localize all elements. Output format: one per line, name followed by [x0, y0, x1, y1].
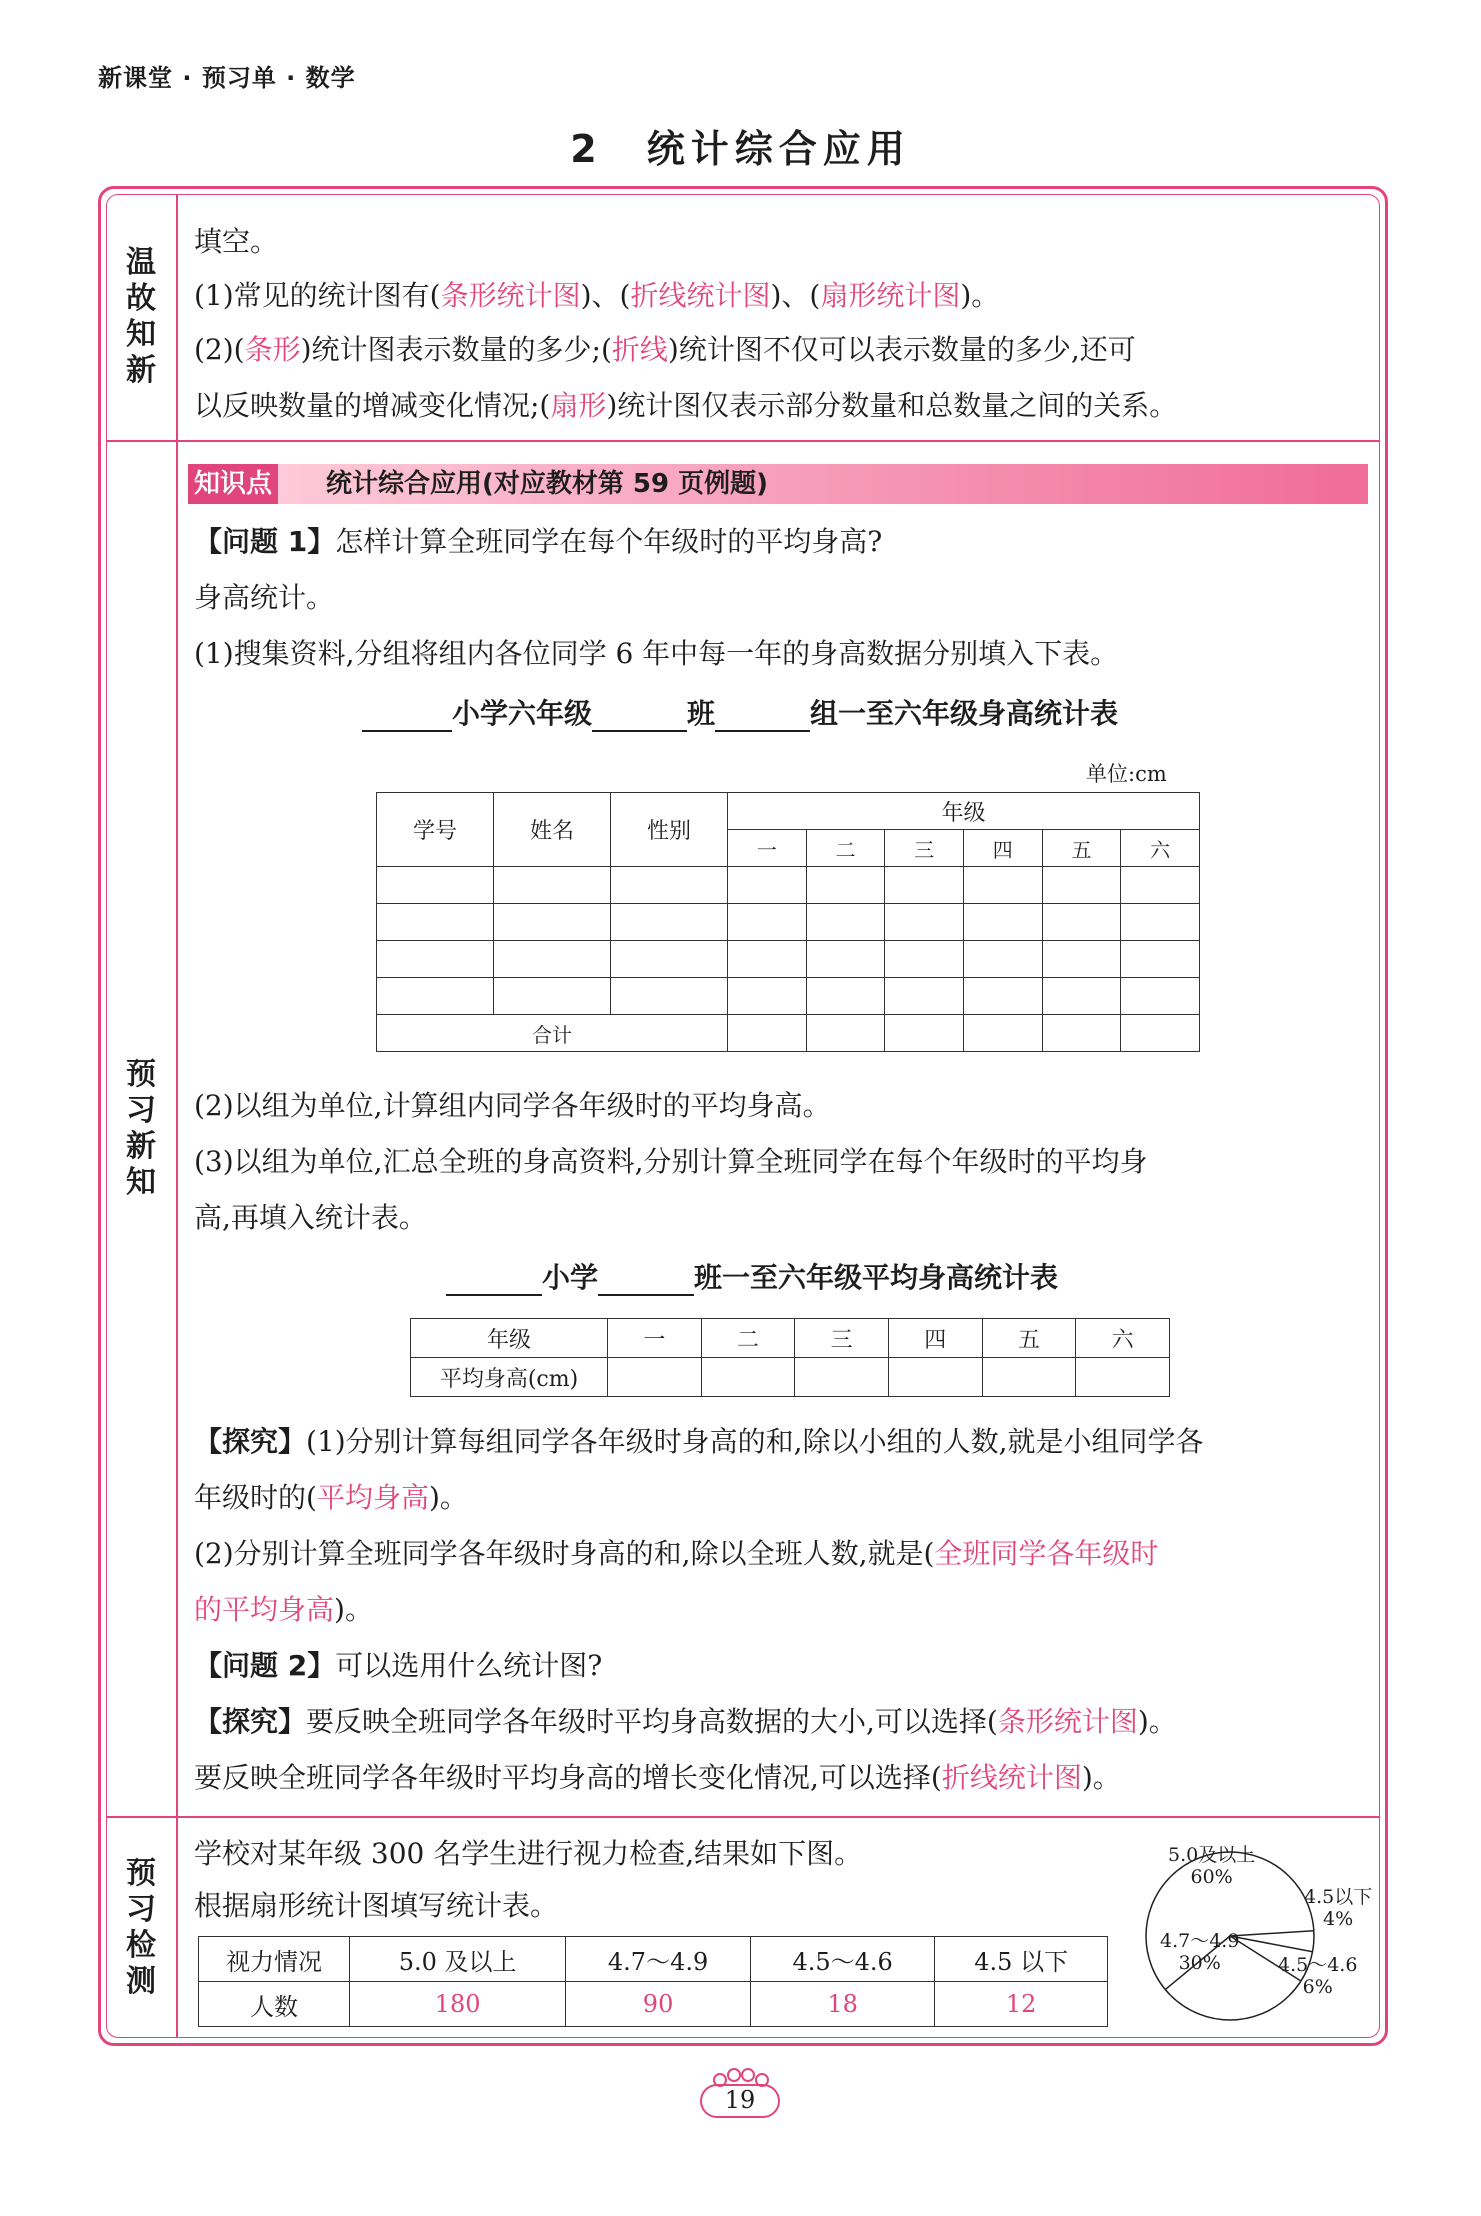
header-cell: 4.5 以下	[935, 1937, 1108, 1982]
table2-caption: 小学 班一至六年级平均身高统计表	[446, 1256, 1058, 1296]
grade-header: 五	[1042, 830, 1121, 867]
problem1-step2: (2)以组为单位,计算组内同学各年级时的平均身高。	[194, 1089, 831, 1122]
grade-header: 三	[885, 830, 964, 867]
table-row	[377, 867, 1200, 904]
table-row	[377, 978, 1200, 1015]
pie-slice-boundary	[1230, 1931, 1314, 1936]
row-header: 平均身高(cm)	[411, 1358, 608, 1397]
pie-label-below-4.5: 4.5以下 4%	[1304, 1886, 1373, 1930]
problem1-step3-line2: 高,再填入统计表。	[194, 1201, 427, 1234]
answer: 条形统计图	[440, 279, 581, 312]
table1-unit: 单位:cm	[1086, 762, 1167, 786]
header-cell: 5.0 及以上	[350, 1937, 566, 1982]
section-review-label: 温故知新	[126, 245, 156, 388]
check-line2: 根据扇形统计图填写统计表。	[194, 1889, 559, 1922]
answer: 条形	[244, 333, 301, 366]
page-title: 2 统计综合应用	[570, 127, 911, 171]
section-preview	[106, 442, 176, 1816]
answer: 全班同学各年级时	[934, 1537, 1159, 1570]
review-q2-line1: (2)(条形)统计图表示数量的多少;(折线)统计图不仅可以表示数量的多少,还可	[194, 333, 1136, 366]
header-cell: 4.5～4.6	[750, 1937, 935, 1982]
knowledge-title: 统计综合应用(对应教材第 59 页例题)	[326, 469, 769, 499]
section-divider-1	[106, 440, 1380, 442]
grade-header: 六	[1121, 830, 1200, 867]
explore2-line1: (2)分别计算全班同学各年级时身高的和,除以全班人数,就是(全班同学各年级时	[194, 1537, 1159, 1570]
pie-label-4.5-4.6: 4.5～4.6 6%	[1278, 1954, 1358, 1998]
explore1-line2: 年级时的(平均身高)。	[194, 1481, 468, 1514]
review-intro: 填空。	[194, 225, 279, 258]
header-cell: 4.7～4.9	[566, 1937, 751, 1982]
value-cell: 90	[566, 1982, 751, 2027]
row-header: 年级	[411, 1319, 608, 1358]
grade-header: 六	[1076, 1319, 1170, 1358]
height-table	[376, 792, 1200, 1052]
problem1-subtitle: 身高统计。	[194, 581, 335, 614]
review-q1: (1)常见的统计图有(条形统计图)、(折线统计图)、(扇形统计图)。	[194, 279, 1000, 312]
average-height-table	[410, 1318, 1170, 1397]
header-name: 姓名	[494, 793, 611, 867]
problem2-explore-line2: 要反映全班同学各年级时平均身高的增长变化情况,可以选择(折线统计图)。	[194, 1761, 1121, 1794]
answer: 条形统计图	[997, 1705, 1138, 1738]
section-preview-label: 预习新知	[126, 1057, 156, 1200]
row-label: 人数	[199, 1982, 350, 2027]
side-divider	[176, 194, 178, 2038]
series-header: 新课堂 · 预习单 · 数学	[98, 64, 356, 92]
value-cell: 18	[750, 1982, 935, 2027]
grade-header: 二	[701, 1319, 795, 1358]
answer: 扇形统计图	[820, 279, 961, 312]
answer: 折线统计图	[630, 279, 771, 312]
pie-label-5.0: 5.0及以上 60%	[1168, 1844, 1256, 1888]
grade-header: 二	[806, 830, 885, 867]
section-divider-2	[106, 1816, 1380, 1818]
answer: 的平均身高	[194, 1593, 335, 1626]
grade-header: 四	[963, 830, 1042, 867]
problem1-question: 【问题 1】怎样计算全班同学在每个年级时的平均身高?	[194, 525, 883, 558]
problem1-step3-line1: (3)以组为单位,汇总全班的身高资料,分别计算全班同学在每个年级时的平均身	[194, 1145, 1148, 1178]
explore2-line2: 的平均身高)。	[194, 1593, 373, 1626]
header-gender: 性别	[611, 793, 728, 867]
review-q2-line2: 以反映数量的增减变化情况;(扇形)统计图仅表示部分数量和总数量之间的关系。	[194, 389, 1178, 422]
answer: 扇形	[550, 389, 607, 422]
table1-caption: 小学六年级 班 组一至六年级身高统计表	[362, 692, 1118, 732]
vision-table	[198, 1936, 1108, 2027]
section-review	[106, 194, 176, 440]
pie-label-4.7: 4.7～4.9 30%	[1160, 1930, 1240, 1974]
answer: 折线	[611, 333, 668, 366]
value-cell: 12	[935, 1982, 1108, 2027]
grade-header: 三	[795, 1319, 889, 1358]
grade-header: 五	[982, 1319, 1076, 1358]
section-check	[106, 1818, 176, 2038]
knowledge-tag: 知识点	[188, 464, 278, 504]
grade-header: 一	[728, 830, 807, 867]
header-grade: 年级	[728, 793, 1200, 830]
grade-header: 四	[888, 1319, 982, 1358]
value-cell: 180	[350, 1982, 566, 2027]
table-row	[377, 941, 1200, 978]
header-id: 学号	[377, 793, 494, 867]
table-row	[377, 904, 1200, 941]
explore1-line1: 【探究】(1)分别计算每组同学各年级时身高的和,除以小组的人数,就是小组同学各	[194, 1425, 1204, 1458]
total-label: 合计	[377, 1015, 728, 1052]
check-line1: 学校对某年级 300 名学生进行视力检查,结果如下图。	[194, 1837, 863, 1870]
header-cell: 视力情况	[199, 1937, 350, 1982]
section-check-label: 预习检测	[126, 1856, 156, 1999]
problem2-question: 【问题 2】可以选用什么统计图?	[194, 1649, 603, 1682]
problem2-explore-line1: 【探究】要反映全班同学各年级时平均身高数据的大小,可以选择(条形统计图)。	[194, 1705, 1177, 1738]
grade-header: 一	[608, 1319, 702, 1358]
answer: 折线统计图	[941, 1761, 1082, 1794]
page-number: 19	[724, 2086, 756, 2114]
answer: 平均身高	[316, 1481, 429, 1514]
problem1-step1: (1)搜集资料,分组将组内各位同学 6 年中每一年的身高数据分别填入下表。	[194, 637, 1119, 670]
